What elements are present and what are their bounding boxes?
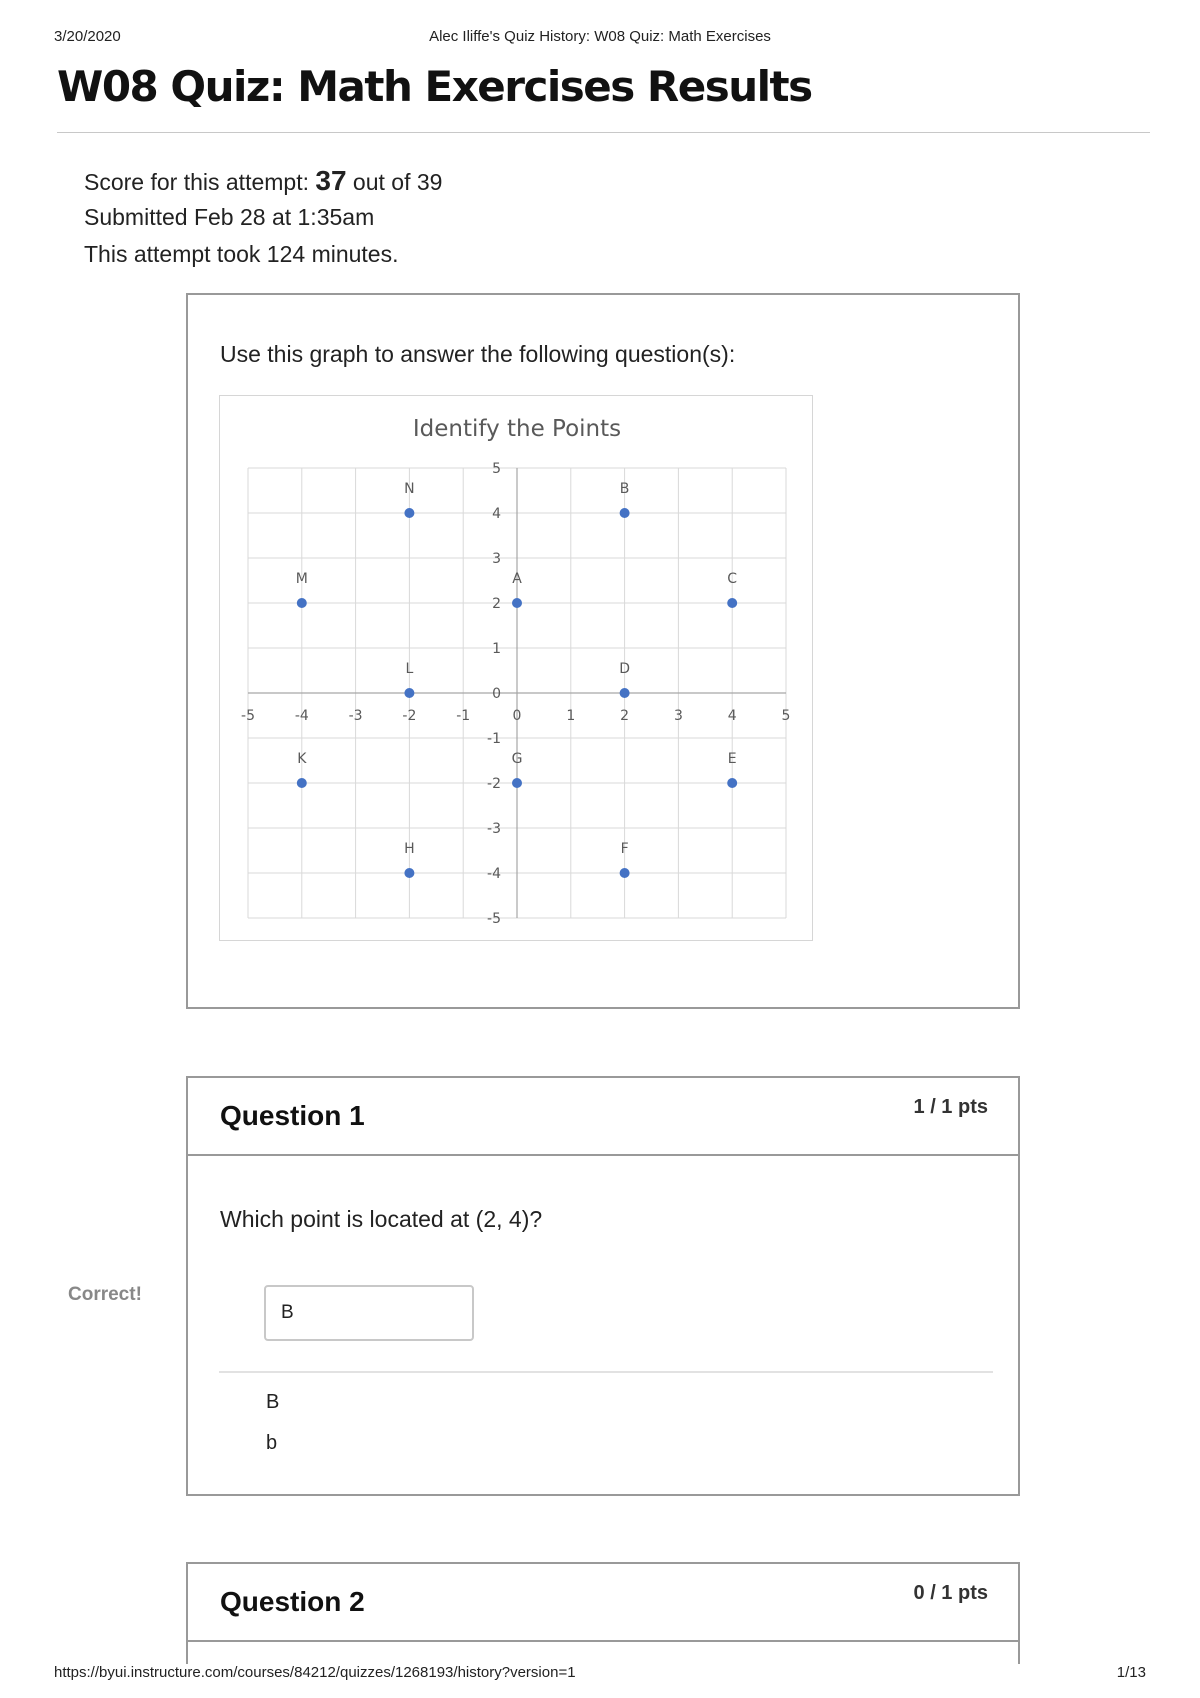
x-tick-label: -5 <box>241 708 255 724</box>
score-value: 37 <box>315 165 347 196</box>
x-tick-label: -1 <box>456 708 471 724</box>
y-tick-label: -3 <box>487 821 501 837</box>
score-suffix: out of 39 <box>352 169 443 195</box>
x-tick-label: 2 <box>620 708 630 724</box>
duration-line: This attempt took 124 minutes. <box>84 241 399 267</box>
data-point-h <box>404 868 414 878</box>
data-point-n <box>404 508 414 518</box>
question-points: 0 / 1 pts <box>913 1582 988 1604</box>
page-number: 1/13 <box>1116 1664 1146 1681</box>
y-tick-label: 3 <box>492 551 501 567</box>
data-point-b <box>620 508 630 518</box>
print-date: 3/20/2020 <box>54 28 121 45</box>
data-label-g: G <box>511 751 523 767</box>
attempt-summary <box>84 162 442 273</box>
question-header <box>188 1564 1018 1642</box>
data-label-a: A <box>512 571 522 587</box>
data-point-c <box>727 598 737 608</box>
graph-panel <box>186 293 1020 1009</box>
data-label-d: D <box>619 661 630 677</box>
data-label-n: N <box>404 481 415 497</box>
data-point-a <box>512 598 522 608</box>
x-tick-label: 4 <box>727 708 737 724</box>
score-line <box>84 162 442 199</box>
y-tick-label: -1 <box>487 731 501 747</box>
question-header <box>188 1078 1018 1156</box>
question-title: Question 1 <box>220 1100 365 1131</box>
data-label-c: C <box>727 571 738 587</box>
data-point-l <box>404 688 414 698</box>
data-point-g <box>512 778 522 788</box>
y-tick-label: 5 <box>492 461 501 477</box>
answer-divider <box>219 1371 993 1373</box>
y-tick-label: -2 <box>487 776 501 792</box>
y-tick-label: -4 <box>487 866 501 882</box>
question-body <box>188 1156 1018 1496</box>
score-prefix: Score for this attempt: <box>84 169 309 195</box>
print-title: Alec Iliffe's Quiz History: W08 Quiz: Math Exercises <box>429 28 771 45</box>
given-answer-box: B <box>264 1285 474 1341</box>
x-tick-label: -3 <box>348 708 363 724</box>
data-point-m <box>297 598 307 608</box>
accepted-answer: B <box>266 1391 280 1413</box>
chart-title: Identify the Points <box>412 416 622 442</box>
page-url: https://byui.instructure.com/courses/84212/quizzes/1268193/history?version=1 <box>54 1664 576 1681</box>
data-point-k <box>297 778 307 788</box>
question-text: Which point is located at (2, 4)? <box>220 1206 543 1232</box>
x-tick-label: -2 <box>402 708 417 724</box>
y-tick-label: 2 <box>492 596 501 612</box>
data-point-f <box>620 868 630 878</box>
accepted-answer: b <box>266 1432 278 1454</box>
question-1 <box>186 1076 1020 1496</box>
data-label-f: F <box>620 841 629 857</box>
x-tick-label: 0 <box>512 708 522 724</box>
data-label-h: H <box>404 841 415 857</box>
data-point-d <box>620 688 630 698</box>
x-tick-label: 5 <box>781 708 791 724</box>
page-title: W08 Quiz: Math Exercises Results <box>57 62 812 111</box>
y-tick-label: 0 <box>492 686 501 702</box>
x-tick-label: 3 <box>673 708 683 724</box>
correct-flag: Correct! <box>68 1284 142 1305</box>
data-label-m: M <box>295 571 308 587</box>
coordinate-chart <box>220 396 812 940</box>
y-tick-label: 1 <box>492 641 501 657</box>
data-label-l: L <box>405 661 414 677</box>
question-2 <box>186 1562 1020 1664</box>
title-divider <box>57 132 1150 133</box>
y-tick-label: -5 <box>487 911 501 927</box>
graph-prompt: Use this graph to answer the following question(s): <box>220 341 736 367</box>
chart-frame <box>219 395 813 941</box>
data-point-e <box>727 778 737 788</box>
y-tick-label: 4 <box>492 506 501 522</box>
question-points: 1 / 1 pts <box>913 1096 988 1118</box>
data-label-b: B <box>619 481 630 497</box>
print-header <box>54 28 1146 48</box>
x-tick-label: -4 <box>294 708 309 724</box>
submitted-line: Submitted Feb 28 at 1:35am <box>84 204 375 230</box>
data-label-e: E <box>727 751 737 767</box>
x-tick-label: 1 <box>566 708 576 724</box>
question-title: Question 2 <box>220 1586 365 1617</box>
data-label-k: K <box>297 751 307 767</box>
